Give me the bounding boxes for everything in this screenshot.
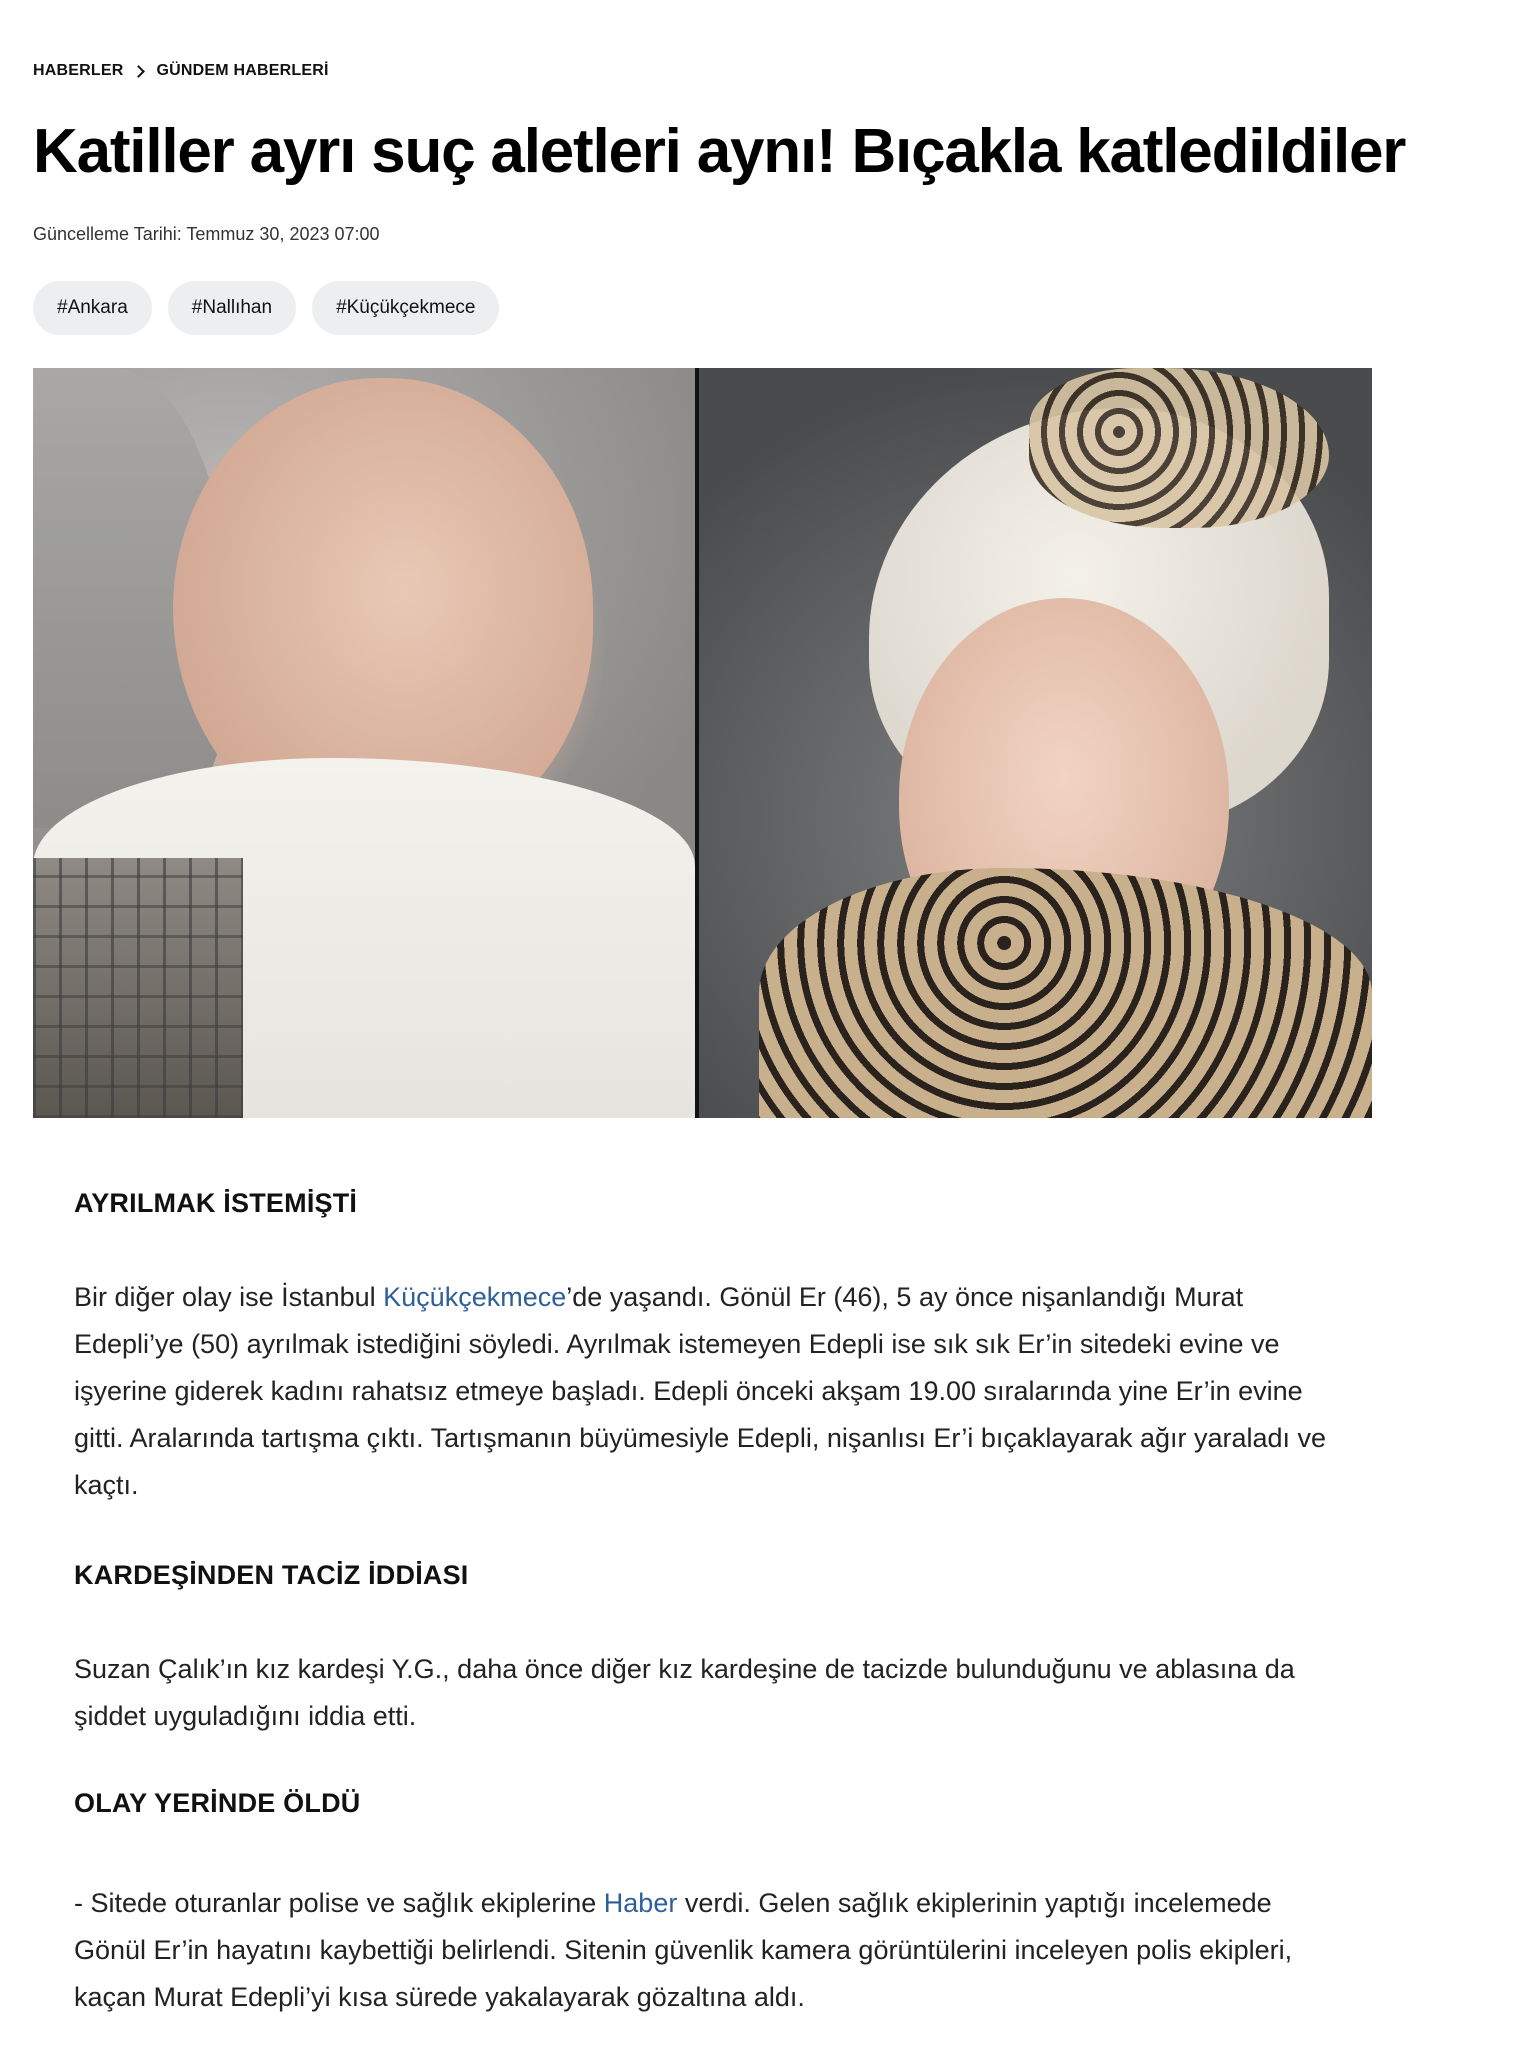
photo-right [699, 368, 1372, 1118]
section-heading-2: KARDEŞİNDEN TACİZ İDDİASI [74, 1560, 469, 1590]
section-heading-1: AYRILMAK İSTEMİŞTİ [74, 1188, 358, 1218]
paragraph-1-text-after: ’de yaşandı. Gönül Er (46), 5 ay önce nişanlandığı Murat Edepli’ye (50) ayrılmak istediğini söyledi. Ayrılmak istemeyen Edepli ise sık sık Er’in sitedeki evine ve işyerine giderek kadını rahatsız etmeye başladı. Edepli önceki akşam 19.00 sıralarında yine Er’in evine gitti. Aralarında tartışma çıktı. Tartışmanın büyümesiyle Edepli, nişanlısı Er’i bıçaklayarak ağır yaraladı ve kaçtı. [74, 1282, 1327, 1500]
updated-date: Güncelleme Tarihi: Temmuz 30, 2023 07:00 [33, 224, 380, 244]
link-haber[interactable]: Haber [603, 1888, 678, 1918]
section-paragraph-3 [74, 1880, 1334, 2021]
photo-right-top [759, 868, 1372, 1118]
hero-image [33, 368, 1372, 1118]
section-heading-3: OLAY YERİNDE ÖLDÜ [74, 1788, 361, 1818]
tag-kucukcekmece[interactable]: #Küçükçekmece [312, 281, 499, 335]
breadcrumb [33, 62, 329, 80]
tag-nallihan[interactable]: #Nallıhan [168, 281, 296, 335]
section-paragraph-2: Suzan Çalık’ın kız kardeşi Y.G., daha önce diğer kız kardeşine de tacizde bulunduğunu ve ablasına da şiddet uyguladığını iddia etti. [74, 1654, 1295, 1731]
tag-ankara[interactable]: #Ankara [33, 281, 152, 335]
breadcrumb-haberler[interactable]: HABERLER [33, 62, 124, 79]
breadcrumb-gundem-haberleri[interactable]: GÜNDEM HABERLERİ [156, 62, 329, 79]
section-paragraph-1 [74, 1274, 1334, 1509]
tag-list [33, 281, 499, 335]
page-title: Katiller ayrı suç aletleri aynı! Bıçakla katledildiler [33, 117, 1406, 186]
paragraph-3-text-before: - Sitede oturanlar polise ve sağlık ekiplerine [74, 1888, 604, 1918]
photo-left-cage [33, 858, 243, 1118]
paragraph-1-text-before: Bir diğer olay ise İstanbul [74, 1282, 384, 1312]
photo-right-headband [1029, 368, 1329, 528]
photo-left [33, 368, 695, 1118]
chevron-right-icon [132, 65, 145, 78]
link-kucukcekmece[interactable]: Küçükçekmece [383, 1282, 567, 1312]
paragraph-3-text-after: verdi. Gelen sağlık ekiplerinin yaptığı incelemede Gönül Er’in hayatını kaybettiği belirlendi. Sitenin güvenlik kamera görüntülerini inceleyen polis ekipleri, kaçan Murat Edepli’yi kısa sürede yakalayarak gözaltına aldı. [74, 1888, 1293, 2012]
